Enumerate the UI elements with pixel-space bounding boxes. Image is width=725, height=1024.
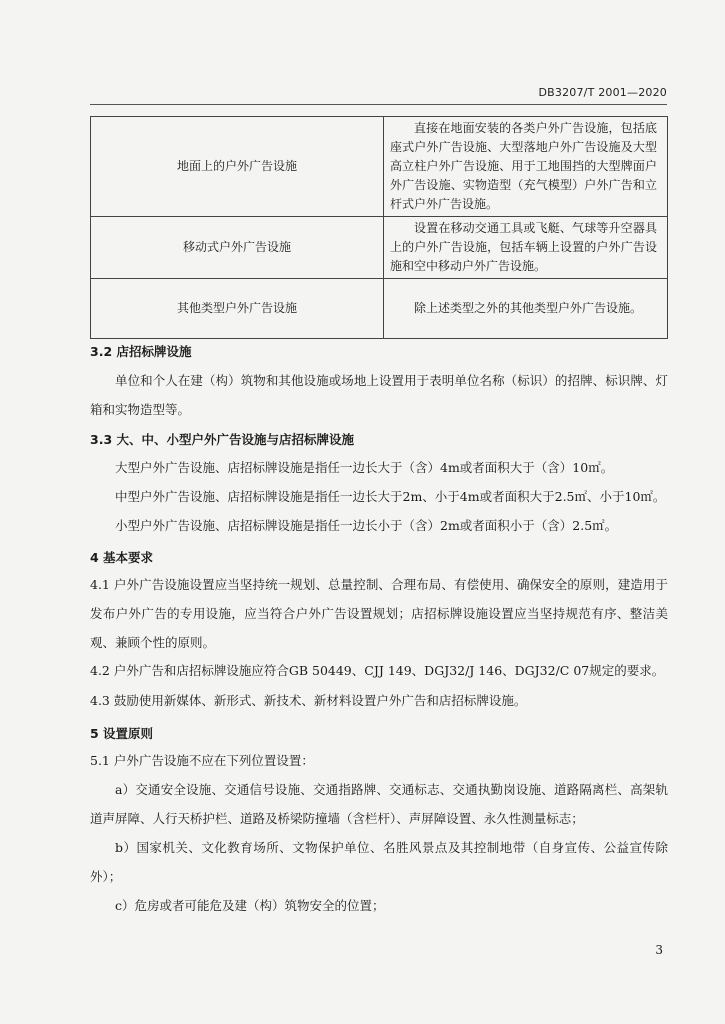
table-cell-desc: 除上述类型之外的其他类型户外广告设施。 xyxy=(384,279,668,339)
section-heading: 4 基本要求 xyxy=(90,550,154,565)
list-item: c）危房或者可能危及建（构）筑物安全的位置； xyxy=(115,898,385,913)
table-row xyxy=(91,117,668,217)
paragraph: 单位和个人在建（构）筑物和其他设施或场地上设置用于表明单位名称（标识）的招牌、标识牌、灯箱和实物造型等。 xyxy=(90,373,668,417)
table-cell-term: 地面上的户外广告设施 xyxy=(91,117,384,217)
section-heading: 5 设置原则 xyxy=(90,726,154,741)
paragraph: 小型户外广告设施、店招标牌设施是指任一边长小于（含）2m或者面积小于（含）2.5㎡。 xyxy=(115,518,618,533)
facility-type-table xyxy=(90,116,668,339)
section-heading: 3.2 店招标牌设施 xyxy=(90,344,192,359)
paragraph: 4.2 户外广告和店招标牌设施应符合GB 50449、CJJ 149、DGJ32/J 146、DGJ32/C 07规定的要求。 xyxy=(90,663,665,678)
table-row xyxy=(91,279,668,339)
table-cell-desc: 设置在移动交通工具或飞艇、气球等升空器具上的户外广告设施，包括车辆上设置的户外广告设施和空中移动户外广告设施。 xyxy=(384,217,668,279)
table-cell-term: 移动式户外广告设施 xyxy=(91,217,384,279)
page-number: 3 xyxy=(655,943,663,957)
paragraph: 5.1 户外广告设施不应在下列位置设置： xyxy=(90,753,314,768)
paragraph: 4.3 鼓励使用新媒体、新形式、新技术、新材料设置户外广告和店招标牌设施。 xyxy=(90,693,527,708)
list-item: a）交通安全设施、交通信号设施、交通指路牌、交通标志、交通执勤岗设施、道路隔离栏、高架轨道声屏障、人行天桥护栏、道路及桥梁防撞墙（含栏杆）、声屏障设置、永久性测量标志； xyxy=(90,782,668,826)
section-heading: 3.3 大、中、小型户外广告设施与店招标牌设施 xyxy=(90,432,354,447)
paragraph: 4.1 户外广告设施设置应当坚持统一规划、总量控制、合理布局、有偿使用、确保安全的原则，建造用于发布户外广告的专用设施，应当符合户外广告设置规划；店招标牌设施设置应当坚持规范有序、整洁美观、兼顾个性的原则。 xyxy=(90,577,668,650)
table-cell-term: 其他类型户外广告设施 xyxy=(91,279,384,339)
table-row xyxy=(91,217,668,279)
paragraph: 大型户外广告设施、店招标牌设施是指任一边长大于（含）4m或者面积大于（含）10㎡。 xyxy=(115,460,614,475)
list-item: b）国家机关、文化教育场所、文物保护单位、名胜风景点及其控制地带（自身宣传、公益宣传除外）； xyxy=(90,840,668,884)
paragraph: 中型户外广告设施、店招标牌设施是指任一边长大于2m、小于4m或者面积大于2.5㎡、小于10㎡。 xyxy=(115,489,666,504)
standard-code: DB3207/T 2001—2020 xyxy=(538,86,667,99)
header-rule xyxy=(90,104,667,105)
table-cell-desc: 直接在地面安装的各类户外广告设施，包括底座式户外广告设施、大型落地户外广告设施及大型高立柱户外广告设施、用于工地围挡的大型牌面户外广告设施、实物造型（充气模型）户外广告和立杆式户外广告设施。 xyxy=(384,117,668,217)
